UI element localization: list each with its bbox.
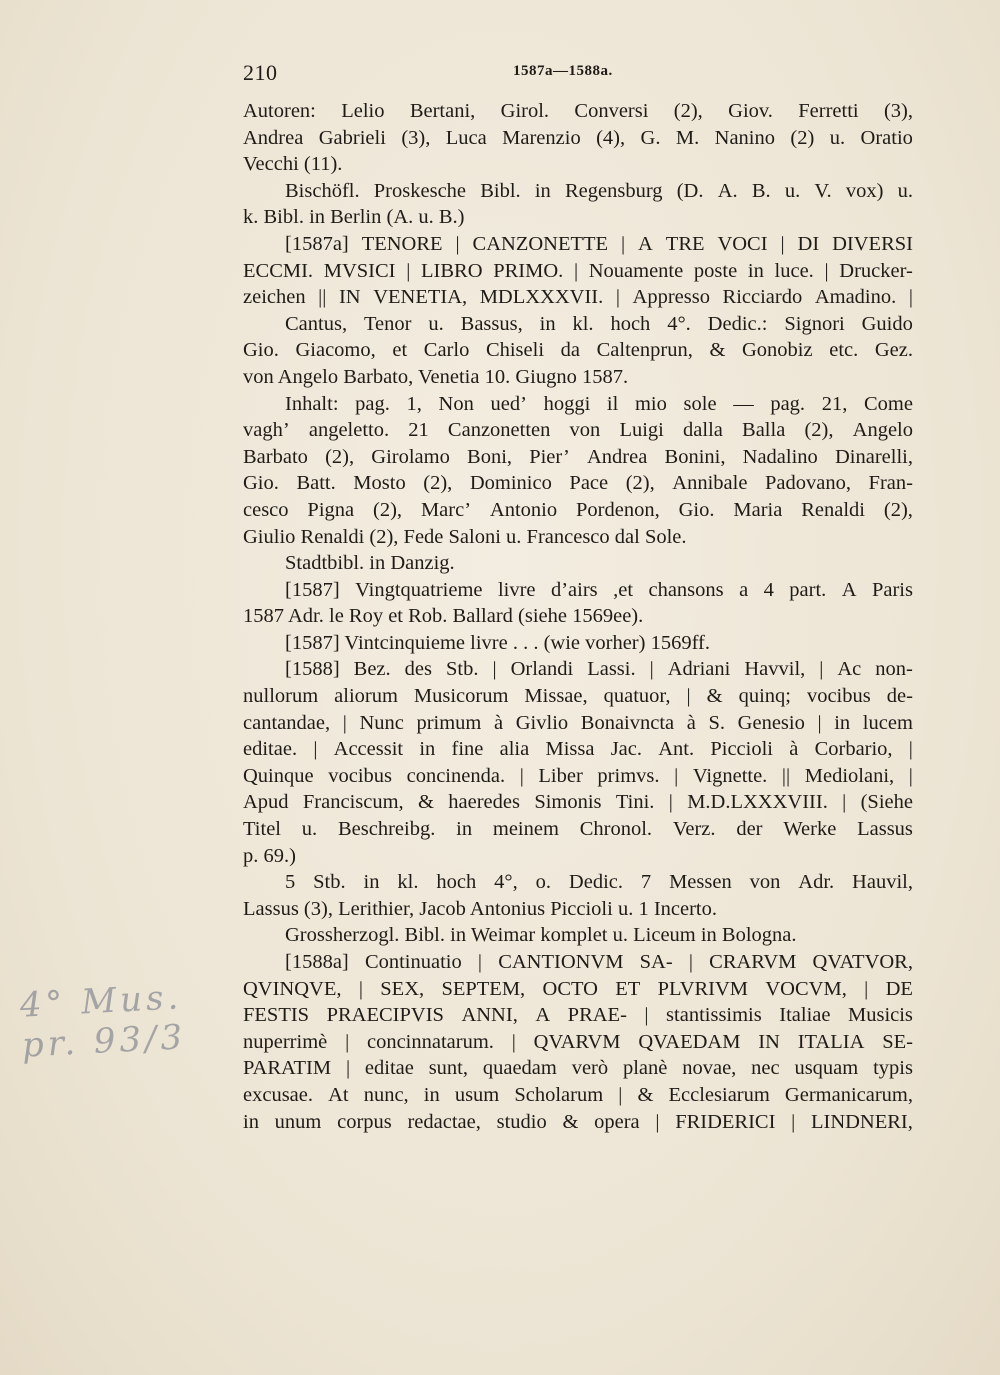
text-line: vagh’ angeletto. 21 Canzonetten von Luigi dalla Balla (2), Angelo <box>243 419 913 442</box>
text-line: Grossherzogl. Bibl. in Weimar komplet u. Liceum in Bologna. <box>285 924 797 947</box>
text-line: Autoren: Lelio Bertani, Girol. Conversi (2), Giov. Ferretti (3), <box>243 100 913 122</box>
text-line: Titel u. Beschreibg. in meinem Chronol. Verz. der Werke Lassus <box>243 818 913 841</box>
text-line: Lassus (3), Lerithier, Jacob Antonius Piccioli u. 1 Incerto. <box>243 897 717 920</box>
text-line: QVINQVE, | SEX, SEPTEM, OCTO ET PLVRIVM VOCVM, | DE <box>243 977 913 1000</box>
text-line: [1587] Vintcinquieme livre . . . (wie vorher) 1569ff. <box>285 631 710 654</box>
text-line: editae. | Accessit in fine alia Missa Jac. Ant. Piccioli à Corbario, | <box>243 738 913 761</box>
running-head: 1587a—1588a. <box>513 63 613 79</box>
text-line: Stadtbibl. in Danzig. <box>285 552 455 575</box>
text-line: [1587a] TENORE | CANZONETTE | A TRE VOCI | DI DIVERSI <box>285 232 913 255</box>
text-line: nullorum aliorum Musicorum Missae, quatuor, | & quinq; vocibus de- <box>243 685 913 708</box>
text-line: nuperrimè | concinnatarum. | QVARVM QVAEDAM IN ITALIA SE- <box>243 1030 913 1053</box>
text-line: ECCMI. MVSICI | LIBRO PRIMO. | Nouamente poste in luce. | Drucker- <box>243 259 913 282</box>
text-line: Giulio Renaldi (2), Fede Saloni u. Francesco dal Sole. <box>243 525 687 548</box>
text-line: cesco Pigna (2), Marc’ Antonio Pordenon, Gio. Maria Renaldi (2), <box>243 498 913 521</box>
text-line: von Angelo Barbato, Venetia 10. Giugno 1587. <box>243 365 629 388</box>
text-line: excusae. At nunc, in usum Scholarum | & Ecclesiarum Germanicarum, <box>243 1083 913 1106</box>
text-line: Bischöfl. Proskesche Bibl. in Regensburg (D. A. B. u. V. vox) u. <box>285 179 913 202</box>
text-line: in unum corpus redactae, studio & opera | FRIDERICI | LINDNERI, <box>243 1110 913 1133</box>
text-line: k. Bibl. in Berlin (A. u. B.) <box>243 206 465 229</box>
text-line: Gio. Batt. Mosto (2), Dominico Pace (2), Annibale Padovano, Fran- <box>243 472 913 495</box>
text-line: Apud Franciscum, & haeredes Simonis Tini. | M.D.LXXXVIII. | (Siehe <box>243 791 913 814</box>
text-line: [1587] Vingtquatrieme livre d’airs ,et chansons a 4 part. A Paris <box>285 578 913 601</box>
text-line: zeichen || IN VENETIA, MDLXXXVII. | Appresso Ricciardo Amadino. | <box>243 286 913 309</box>
text-line: cantandae, | Nunc primum à Givlio Bonaivncta à S. Genesio | in lucem <box>243 711 913 734</box>
page-header <box>243 60 913 88</box>
text-line: 5 Stb. in kl. hoch 4°, o. Dedic. 7 Messen von Adr. Hauvil, <box>285 871 913 894</box>
text-line: Gio. Giacomo, et Carlo Chiseli da Caltenprun, & Gonobiz etc. Gez. <box>243 339 913 362</box>
text-line: FESTIS PRAECIPVIS ANNI, A PRAE- | stantissimis Italiae Musicis <box>243 1004 913 1027</box>
text-line: Andrea Gabrieli (3), Luca Marenzio (4), G. M. Nanino (2) u. Oratio <box>243 126 913 149</box>
text-line: Cantus, Tenor u. Bassus, in kl. hoch 4°. Dedic.: Signori Guido <box>285 312 913 335</box>
text-line: p. 69.) <box>243 844 296 867</box>
page-number: 210 <box>243 60 278 85</box>
text-line: PARATIM | editae sunt, quaedam verò planè novae, nec usquam typis <box>243 1057 913 1080</box>
body-text <box>243 98 913 1135</box>
text-line: 1587 Adr. le Roy et Rob. Ballard (siehe 1569ee). <box>243 605 644 628</box>
text-line: Vecchi (11). <box>243 153 343 176</box>
text-line: Inhalt: pag. 1, Non ued’ hoggi il mio sole — pag. 21, Come <box>285 392 913 415</box>
text-line: Quinque vocibus concinenda. | Liber primvs. | Vignette. || Mediolani, | <box>243 764 913 787</box>
text-line: Barbato (2), Girolamo Boni, Pier’ Andrea Bonini, Nadalino Dinarelli, <box>243 445 913 468</box>
text-line: [1588a] Continuatio | CANTIONVM SA- | CRARVM QVATVOR, <box>285 951 913 973</box>
handwritten-shelfmark: 4° Mus. pr. 93/3 <box>18 977 188 1066</box>
text-line: [1588] Bez. des Stb. | Orlandi Lassi. | Adriani Havvil, | Ac non- <box>285 658 913 681</box>
